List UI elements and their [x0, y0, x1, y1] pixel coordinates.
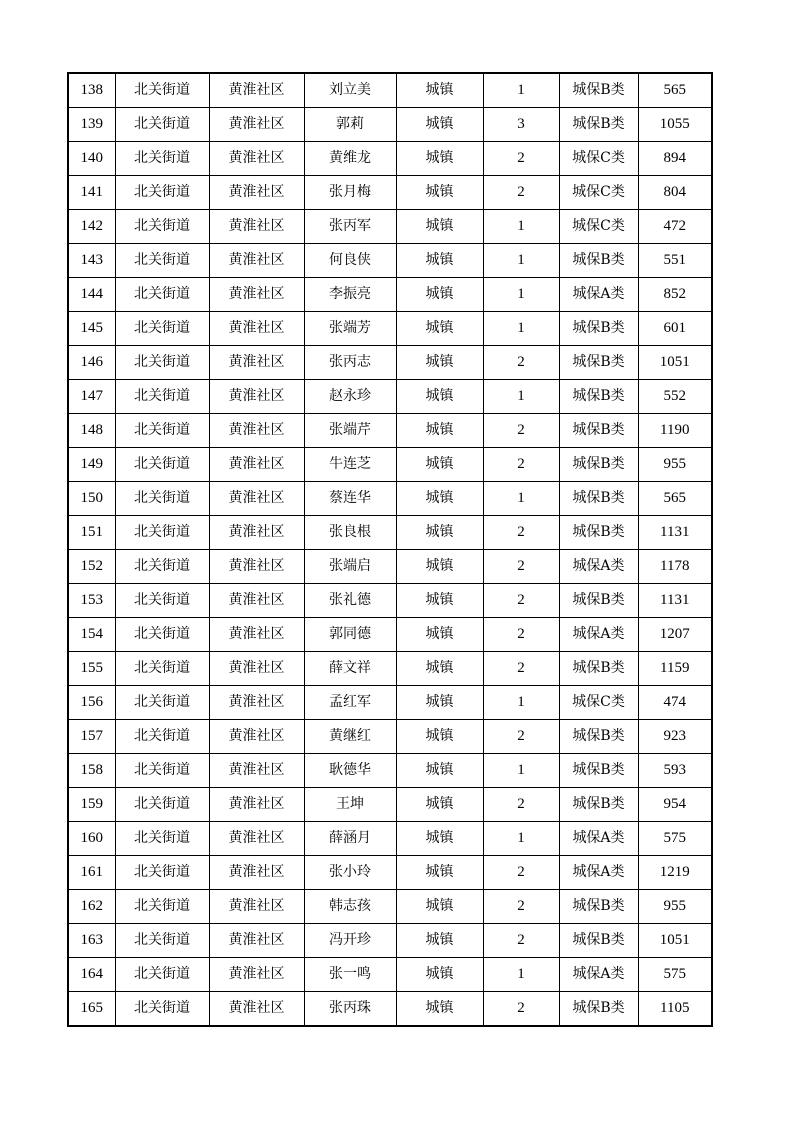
category-cell: 城保A类 — [559, 822, 638, 856]
family-size-cell: 2 — [483, 652, 559, 686]
amount-cell: 593 — [638, 754, 712, 788]
household-type-cell: 城镇 — [396, 584, 483, 618]
name-cell: 张端芹 — [304, 414, 396, 448]
subdistrict-cell: 北关街道 — [115, 142, 209, 176]
family-size-cell: 1 — [483, 754, 559, 788]
name-cell: 刘立美 — [304, 73, 396, 108]
household-type-cell: 城镇 — [396, 618, 483, 652]
family-size-cell: 1 — [483, 73, 559, 108]
name-cell: 张端芳 — [304, 312, 396, 346]
amount-cell: 575 — [638, 822, 712, 856]
household-type-cell: 城镇 — [396, 176, 483, 210]
name-cell: 张丙志 — [304, 346, 396, 380]
amount-cell: 1131 — [638, 516, 712, 550]
family-size-cell: 2 — [483, 584, 559, 618]
household-type-cell: 城镇 — [396, 924, 483, 958]
amount-cell: 1219 — [638, 856, 712, 890]
community-cell: 黄淮社区 — [209, 73, 304, 108]
row-number-cell: 154 — [68, 618, 115, 652]
table-row — [68, 686, 712, 720]
row-number-cell: 158 — [68, 754, 115, 788]
row-number-cell: 162 — [68, 890, 115, 924]
family-size-cell: 1 — [483, 958, 559, 992]
row-number-cell: 155 — [68, 652, 115, 686]
name-cell: 薛文祥 — [304, 652, 396, 686]
category-cell: 城保B类 — [559, 788, 638, 822]
category-cell: 城保C类 — [559, 210, 638, 244]
household-type-cell: 城镇 — [396, 890, 483, 924]
row-number-cell: 143 — [68, 244, 115, 278]
family-size-cell: 2 — [483, 346, 559, 380]
amount-cell: 1190 — [638, 414, 712, 448]
row-number-cell: 142 — [68, 210, 115, 244]
category-cell: 城保B类 — [559, 346, 638, 380]
name-cell: 张良根 — [304, 516, 396, 550]
row-number-cell: 141 — [68, 176, 115, 210]
row-number-cell: 153 — [68, 584, 115, 618]
category-cell: 城保B类 — [559, 924, 638, 958]
family-size-cell: 2 — [483, 142, 559, 176]
row-number-cell: 159 — [68, 788, 115, 822]
family-size-cell: 2 — [483, 924, 559, 958]
family-size-cell: 1 — [483, 686, 559, 720]
household-type-cell: 城镇 — [396, 380, 483, 414]
row-number-cell: 157 — [68, 720, 115, 754]
table-row — [68, 856, 712, 890]
category-cell: 城保B类 — [559, 992, 638, 1027]
amount-cell: 551 — [638, 244, 712, 278]
table-row — [68, 414, 712, 448]
amount-cell: 1051 — [638, 346, 712, 380]
name-cell: 韩志孩 — [304, 890, 396, 924]
subdistrict-cell: 北关街道 — [115, 210, 209, 244]
table-row — [68, 584, 712, 618]
row-number-cell: 140 — [68, 142, 115, 176]
category-cell: 城保B类 — [559, 584, 638, 618]
subdistrict-cell: 北关街道 — [115, 686, 209, 720]
amount-cell: 1207 — [638, 618, 712, 652]
name-cell: 王坤 — [304, 788, 396, 822]
community-cell: 黄淮社区 — [209, 176, 304, 210]
category-cell: 城保B类 — [559, 720, 638, 754]
amount-cell: 852 — [638, 278, 712, 312]
table-row — [68, 108, 712, 142]
community-cell: 黄淮社区 — [209, 584, 304, 618]
amount-cell: 1051 — [638, 924, 712, 958]
table-row — [68, 482, 712, 516]
name-cell: 张小玲 — [304, 856, 396, 890]
name-cell: 赵永珍 — [304, 380, 396, 414]
household-type-cell: 城镇 — [396, 278, 483, 312]
row-number-cell: 145 — [68, 312, 115, 346]
community-cell: 黄淮社区 — [209, 414, 304, 448]
family-size-cell: 2 — [483, 890, 559, 924]
category-cell: 城保B类 — [559, 73, 638, 108]
household-type-cell: 城镇 — [396, 652, 483, 686]
subdistrict-cell: 北关街道 — [115, 958, 209, 992]
household-type-cell: 城镇 — [396, 244, 483, 278]
household-type-cell: 城镇 — [396, 108, 483, 142]
row-number-cell: 152 — [68, 550, 115, 584]
table-row — [68, 312, 712, 346]
family-size-cell: 1 — [483, 482, 559, 516]
household-type-cell: 城镇 — [396, 516, 483, 550]
table-row — [68, 346, 712, 380]
table-row — [68, 754, 712, 788]
subdistrict-cell: 北关街道 — [115, 312, 209, 346]
category-cell: 城保B类 — [559, 380, 638, 414]
community-cell: 黄淮社区 — [209, 992, 304, 1027]
family-size-cell: 1 — [483, 210, 559, 244]
subdistrict-cell: 北关街道 — [115, 482, 209, 516]
name-cell: 郭莉 — [304, 108, 396, 142]
household-type-cell: 城镇 — [396, 754, 483, 788]
amount-cell: 552 — [638, 380, 712, 414]
subdistrict-cell: 北关街道 — [115, 108, 209, 142]
amount-cell: 474 — [638, 686, 712, 720]
table-row — [68, 958, 712, 992]
table-row — [68, 210, 712, 244]
amount-cell: 1055 — [638, 108, 712, 142]
household-type-cell: 城镇 — [396, 550, 483, 584]
row-number-cell: 144 — [68, 278, 115, 312]
subdistrict-cell: 北关街道 — [115, 414, 209, 448]
category-cell: 城保A类 — [559, 278, 638, 312]
amount-cell: 472 — [638, 210, 712, 244]
community-cell: 黄淮社区 — [209, 210, 304, 244]
table-row — [68, 550, 712, 584]
household-type-cell: 城镇 — [396, 788, 483, 822]
table-row — [68, 278, 712, 312]
name-cell: 张丙珠 — [304, 992, 396, 1027]
row-number-cell: 156 — [68, 686, 115, 720]
subdistrict-cell: 北关街道 — [115, 584, 209, 618]
name-cell: 蔡连华 — [304, 482, 396, 516]
amount-cell: 601 — [638, 312, 712, 346]
subdistrict-cell: 北关街道 — [115, 788, 209, 822]
household-type-cell: 城镇 — [396, 856, 483, 890]
amount-cell: 565 — [638, 73, 712, 108]
category-cell: 城保B类 — [559, 108, 638, 142]
table-row — [68, 890, 712, 924]
subdistrict-cell: 北关街道 — [115, 924, 209, 958]
name-cell: 黄维龙 — [304, 142, 396, 176]
subdistrict-cell: 北关街道 — [115, 244, 209, 278]
table-row — [68, 652, 712, 686]
name-cell: 黄继红 — [304, 720, 396, 754]
name-cell: 张丙军 — [304, 210, 396, 244]
community-cell: 黄淮社区 — [209, 244, 304, 278]
row-number-cell: 160 — [68, 822, 115, 856]
amount-cell: 955 — [638, 448, 712, 482]
row-number-cell: 149 — [68, 448, 115, 482]
name-cell: 冯开珍 — [304, 924, 396, 958]
category-cell: 城保B类 — [559, 312, 638, 346]
amount-cell: 1131 — [638, 584, 712, 618]
family-size-cell: 2 — [483, 176, 559, 210]
family-size-cell: 1 — [483, 244, 559, 278]
community-cell: 黄淮社区 — [209, 822, 304, 856]
community-cell: 黄淮社区 — [209, 482, 304, 516]
family-size-cell: 2 — [483, 414, 559, 448]
category-cell: 城保B类 — [559, 414, 638, 448]
roster-table — [67, 72, 713, 1027]
community-cell: 黄淮社区 — [209, 108, 304, 142]
roster-table-body — [68, 73, 712, 1026]
community-cell: 黄淮社区 — [209, 380, 304, 414]
category-cell: 城保B类 — [559, 652, 638, 686]
category-cell: 城保C类 — [559, 176, 638, 210]
row-number-cell: 147 — [68, 380, 115, 414]
subdistrict-cell: 北关街道 — [115, 346, 209, 380]
family-size-cell: 2 — [483, 618, 559, 652]
family-size-cell: 1 — [483, 380, 559, 414]
subdistrict-cell: 北关街道 — [115, 516, 209, 550]
subdistrict-cell: 北关街道 — [115, 73, 209, 108]
household-type-cell: 城镇 — [396, 448, 483, 482]
subdistrict-cell: 北关街道 — [115, 652, 209, 686]
amount-cell: 565 — [638, 482, 712, 516]
community-cell: 黄淮社区 — [209, 924, 304, 958]
amount-cell: 954 — [638, 788, 712, 822]
community-cell: 黄淮社区 — [209, 312, 304, 346]
row-number-cell: 165 — [68, 992, 115, 1027]
category-cell: 城保B类 — [559, 516, 638, 550]
community-cell: 黄淮社区 — [209, 550, 304, 584]
household-type-cell: 城镇 — [396, 482, 483, 516]
family-size-cell: 2 — [483, 448, 559, 482]
category-cell: 城保A类 — [559, 550, 638, 584]
amount-cell: 923 — [638, 720, 712, 754]
family-size-cell: 2 — [483, 992, 559, 1027]
category-cell: 城保B类 — [559, 890, 638, 924]
name-cell: 张一鸣 — [304, 958, 396, 992]
household-type-cell: 城镇 — [396, 142, 483, 176]
subdistrict-cell: 北关街道 — [115, 380, 209, 414]
table-row — [68, 992, 712, 1027]
name-cell: 牛连芝 — [304, 448, 396, 482]
subdistrict-cell: 北关街道 — [115, 890, 209, 924]
family-size-cell: 2 — [483, 856, 559, 890]
subdistrict-cell: 北关街道 — [115, 992, 209, 1027]
family-size-cell: 2 — [483, 788, 559, 822]
subdistrict-cell: 北关街道 — [115, 618, 209, 652]
category-cell: 城保A类 — [559, 618, 638, 652]
amount-cell: 1178 — [638, 550, 712, 584]
community-cell: 黄淮社区 — [209, 856, 304, 890]
table-row — [68, 142, 712, 176]
subdistrict-cell: 北关街道 — [115, 754, 209, 788]
family-size-cell: 2 — [483, 720, 559, 754]
row-number-cell: 164 — [68, 958, 115, 992]
name-cell: 郭同德 — [304, 618, 396, 652]
community-cell: 黄淮社区 — [209, 652, 304, 686]
subdistrict-cell: 北关街道 — [115, 176, 209, 210]
community-cell: 黄淮社区 — [209, 686, 304, 720]
subdistrict-cell: 北关街道 — [115, 448, 209, 482]
name-cell: 李振亮 — [304, 278, 396, 312]
category-cell: 城保B类 — [559, 754, 638, 788]
amount-cell: 894 — [638, 142, 712, 176]
row-number-cell: 138 — [68, 73, 115, 108]
household-type-cell: 城镇 — [396, 992, 483, 1027]
table-row — [68, 73, 712, 108]
amount-cell: 1105 — [638, 992, 712, 1027]
community-cell: 黄淮社区 — [209, 142, 304, 176]
community-cell: 黄淮社区 — [209, 346, 304, 380]
family-size-cell: 2 — [483, 550, 559, 584]
table-row — [68, 618, 712, 652]
family-size-cell: 1 — [483, 822, 559, 856]
household-type-cell: 城镇 — [396, 312, 483, 346]
household-type-cell: 城镇 — [396, 822, 483, 856]
name-cell: 耿德华 — [304, 754, 396, 788]
table-row — [68, 448, 712, 482]
category-cell: 城保C类 — [559, 142, 638, 176]
household-type-cell: 城镇 — [396, 414, 483, 448]
community-cell: 黄淮社区 — [209, 618, 304, 652]
category-cell: 城保B类 — [559, 244, 638, 278]
community-cell: 黄淮社区 — [209, 788, 304, 822]
category-cell: 城保B类 — [559, 448, 638, 482]
community-cell: 黄淮社区 — [209, 720, 304, 754]
table-row — [68, 176, 712, 210]
subdistrict-cell: 北关街道 — [115, 278, 209, 312]
category-cell: 城保C类 — [559, 686, 638, 720]
row-number-cell: 146 — [68, 346, 115, 380]
category-cell: 城保B类 — [559, 482, 638, 516]
table-row — [68, 720, 712, 754]
row-number-cell: 148 — [68, 414, 115, 448]
community-cell: 黄淮社区 — [209, 754, 304, 788]
name-cell: 何良侠 — [304, 244, 396, 278]
row-number-cell: 161 — [68, 856, 115, 890]
community-cell: 黄淮社区 — [209, 958, 304, 992]
community-cell: 黄淮社区 — [209, 516, 304, 550]
family-size-cell: 2 — [483, 516, 559, 550]
family-size-cell: 3 — [483, 108, 559, 142]
table-row — [68, 822, 712, 856]
family-size-cell: 1 — [483, 278, 559, 312]
household-type-cell: 城镇 — [396, 346, 483, 380]
family-size-cell: 1 — [483, 312, 559, 346]
amount-cell: 955 — [638, 890, 712, 924]
name-cell: 孟红军 — [304, 686, 396, 720]
table-row — [68, 244, 712, 278]
household-type-cell: 城镇 — [396, 958, 483, 992]
row-number-cell: 163 — [68, 924, 115, 958]
row-number-cell: 150 — [68, 482, 115, 516]
community-cell: 黄淮社区 — [209, 890, 304, 924]
subdistrict-cell: 北关街道 — [115, 720, 209, 754]
row-number-cell: 139 — [68, 108, 115, 142]
community-cell: 黄淮社区 — [209, 448, 304, 482]
table-row — [68, 516, 712, 550]
household-type-cell: 城镇 — [396, 720, 483, 754]
name-cell: 张月梅 — [304, 176, 396, 210]
category-cell: 城保A类 — [559, 856, 638, 890]
community-cell: 黄淮社区 — [209, 278, 304, 312]
amount-cell: 1159 — [638, 652, 712, 686]
household-type-cell: 城镇 — [396, 686, 483, 720]
name-cell: 张端启 — [304, 550, 396, 584]
amount-cell: 804 — [638, 176, 712, 210]
subdistrict-cell: 北关街道 — [115, 550, 209, 584]
household-type-cell: 城镇 — [396, 210, 483, 244]
amount-cell: 575 — [638, 958, 712, 992]
subdistrict-cell: 北关街道 — [115, 822, 209, 856]
subdistrict-cell: 北关街道 — [115, 856, 209, 890]
table-row — [68, 924, 712, 958]
category-cell: 城保A类 — [559, 958, 638, 992]
table-row — [68, 380, 712, 414]
row-number-cell: 151 — [68, 516, 115, 550]
name-cell: 张礼德 — [304, 584, 396, 618]
name-cell: 薛涵月 — [304, 822, 396, 856]
table-row — [68, 788, 712, 822]
household-type-cell: 城镇 — [396, 73, 483, 108]
